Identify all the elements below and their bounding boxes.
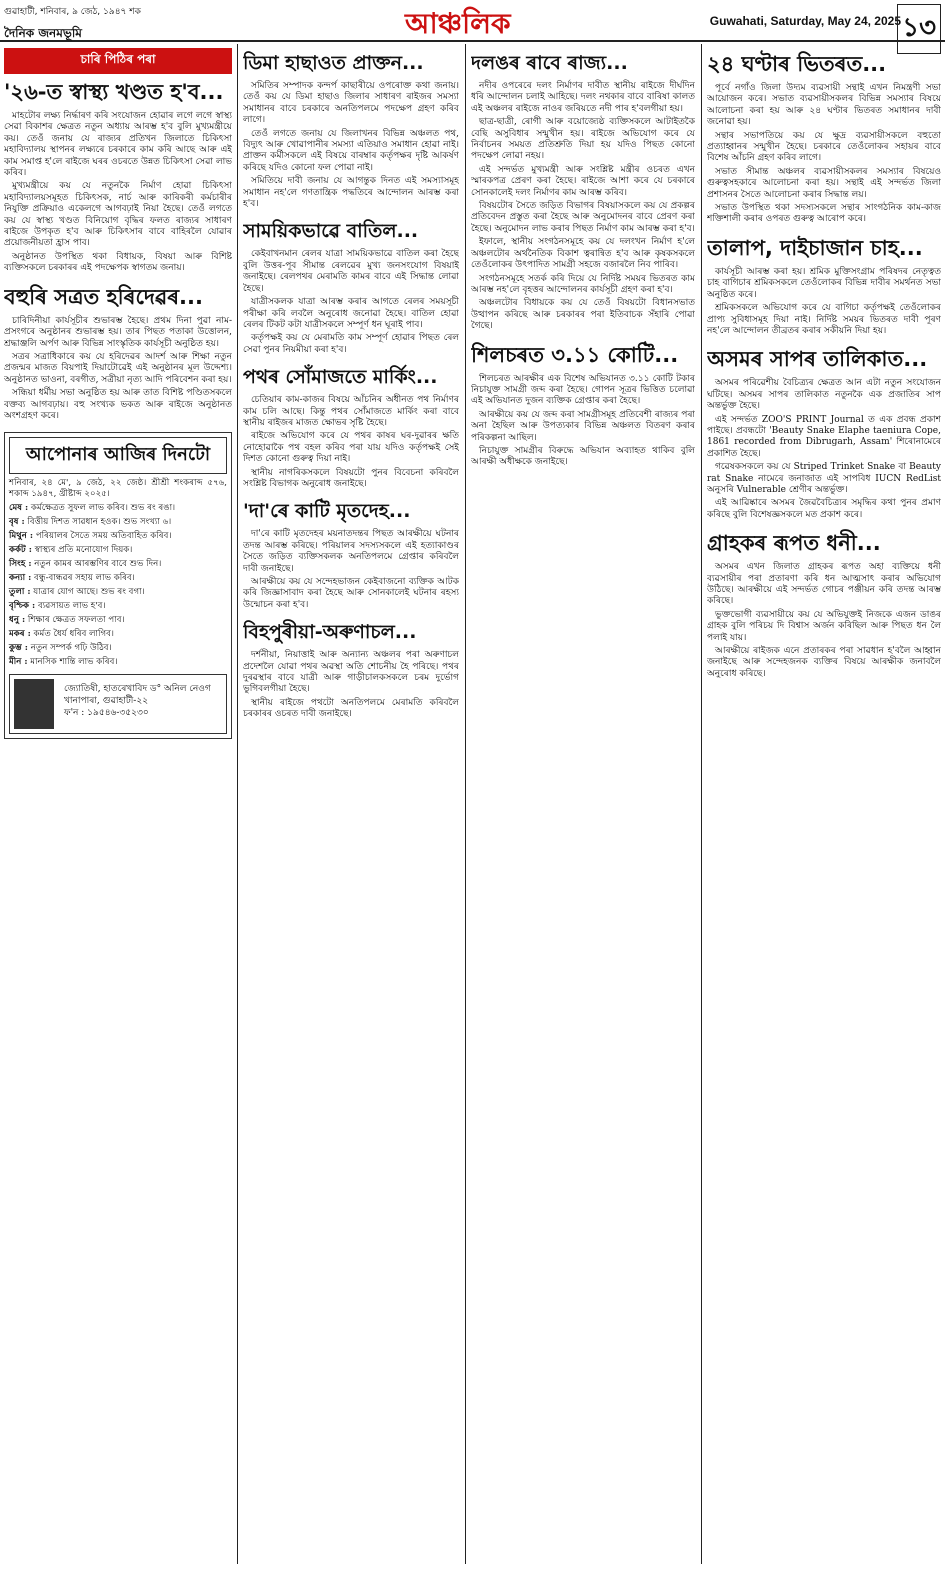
article-satra [4,285,232,423]
local-date: গুৱাহাটী, শনিবাৰ, ৯ জেঠ, ১৯৪৭ শক [4,7,141,17]
horoscope-sign [9,545,227,556]
paragraph: আৰক্ষীয়ে কয় যে সন্দেহভাজন কেইবাজনো ব্যক্তিক আটক কৰি জিজ্ঞাসাবাদ কৰা হৈছে আৰু সোনকালেই ঘটনাৰ ৰহস্য উন্মোচন কৰা হ'ব। [243,577,459,610]
article-snake-list [707,347,941,521]
sign-text: কৰ্মত ধৈৰ্য ধৰিব লাগিব। [33,629,114,640]
horoscope-sign [9,531,227,542]
sign-name: ধনু : [9,615,26,626]
paragraph: এই সন্দৰ্ভত মুখ্যমন্ত্ৰী আৰু সংশ্লিষ্ট মন্ত্ৰীৰ ওচৰত এখন স্মাৰকপত্ৰ প্ৰেৰণ কৰা হৈছে। ৰাইজে আশা কৰে যে চৰকাৰে সোনকালেই দলং নিৰ্মাণৰ কাম আৰম্ভ কৰিব। [471,164,695,198]
sign-text: নতুন কামৰ আৰম্ভণিৰ বাবে শুভ দিন। [34,559,162,570]
sign-text: ব্যৱসায়ত লাভ হ'ব। [37,601,106,612]
paragraph: নিচাযুক্ত সামগ্ৰীৰ বিৰুদ্ধে অভিযান অব্যাহত থাকিব বুলি আৰক্ষী অধীক্ষকে জনাইছে। [471,445,695,468]
horoscope-title: আপোনাৰ আজিৰ দিনটো [9,437,227,474]
article-headline: দলঙৰ ৰাবে ৰাজ্য... [471,52,628,74]
article-headline: শিলচৰত ৩.১১ কোটি... [471,342,679,367]
paragraph: সভাত সীমান্ত অঞ্চলৰ ব্যৱসায়ীসকলৰ সমস্যাৰ বিষয়েও গুৰুত্বসহকাৰে আলোচনা কৰা হয়। সন্থাই এই সন্দৰ্ভত জিলা প্ৰশাসনৰ সৈতে আলোচনা কৰাৰ সিদ্ধান্ত লয়। [707,166,941,200]
article-headline: তালাপ, দাইচাজান চাহ... [707,235,923,260]
english-date: Guwahati, Saturday, May 24, 2025 [709,14,901,28]
article-headline: পথৰ সোঁমাজতে মাৰ্কিং... [243,366,438,389]
article-headline: বহুৰি সত্ৰত হৰিদেৱৰ... [4,284,203,309]
article-body [707,83,941,226]
article-headline: অসমৰ সাপৰ তালিকাত... [707,347,928,372]
paper-name: দৈনিক জনমভূমি [4,26,82,40]
article-customer-fraud [707,531,941,680]
paragraph: নদীৰ ওপৰেৰে দলং নিৰ্মাণৰ দাবীত স্থানীয় ৰাইজে দীৰ্ঘদিন ধৰি আন্দোলন চলাই আহিছে। দলং নথকাৰ বাবে বাৰিষা কালত এই অঞ্চলৰ ৰাইজে নাওৰ জৰিয়তে নদী পাৰ হ'বলগীয়া হয়। [471,81,695,114]
paragraph: স্থানীয় ৰাইজে পথটো অনতিপলমে মেৰামতি কৰিবলৈ চৰকাৰৰ ওচৰত দাবী জনাইছে। [243,697,459,720]
sign-name: কৰ্কট : [9,545,32,556]
horoscope-intro: শনিবাৰ, ২৪ মে', ৯ জেঠ, ২২ জেষ্ঠ। শ্ৰীশ্ৰী শংকৰাব্দ ৫৭৬, শকাব্দ ১৯৪৭, খ্ৰীষ্টাব্দ ২০২৫। [9,478,227,500]
sign-text: কৰ্মক্ষেত্ৰত সুফল লাভ কৰিব। শুভ ৰং ৰঙা। [30,503,176,514]
paragraph: দা'ৰে কাটি মৃতদেহৰ ময়নাতদন্তৰ পিছত আৰক্ষীয়ে ঘটনাৰ তদন্ত আৰম্ভ কৰিছে। পৰিয়ালৰ সদস্যসকলে এই হত্যাকাণ্ডৰ সৈতে জড়িত ব্যক্তিসকলক অনতিপলমে গ্ৰেপ্তাৰ কৰিবলৈ দাবী জনাইছে। [243,529,459,574]
page-brand: আঞ্চলিক [405,7,511,40]
masthead-left [4,4,141,45]
paragraph: অঞ্চলটোৰ বিধায়কে কয় যে তেওঁ বিষয়টো বিধানসভাত উত্থাপন কৰিছে আৰু চৰকাৰৰ পৰা ইতিবাচক সঁহাৰি পোৱা গৈছে। [471,298,695,332]
page-number: ১৩ [897,4,941,54]
horoscope-box [4,432,232,739]
horoscope-sign [9,601,227,612]
horoscope-sign [9,587,227,598]
horoscope-sign [9,657,227,668]
column-rule [237,44,238,1564]
article-headline: বিহপুৰীয়া-অৰুণাচল... [243,621,417,644]
paragraph: যাত্ৰীসকলক যাত্ৰা আৰম্ভ কৰাৰ আগতে ৰেলৰ সময়সূচী পৰীক্ষা কৰি লবলৈ অনুৰোধ জনোৱা হৈছে। বাতিল হোৱা ৰেলৰ টিকট কটা যাত্ৰীসকলে সম্পূৰ্ণ ধন ঘূৰাই পাব। [243,297,459,330]
horoscope-sign [9,559,227,570]
paragraph: শিলচৰত আৰক্ষীৰ এক বিশেষ অভিযানত ৩.১১ কোটি টকাৰ নিচাযুক্ত সামগ্ৰী জব্দ কৰা হৈছে। গোপন সূত্ৰৰ ভিত্তিত চলোৱা এই অভিযানত দুজন ব্যক্তিক গ্ৰেপ্তাৰ কৰা হৈছে। [471,373,695,407]
paragraph: সভাত উপস্থিত থকা সদস্যসকলে সন্থাৰ সাংগঠনিক কাম-কাজ শক্তিশালী কৰাৰ ওপৰত গুৰুত্ব আৰোপ কৰে। [707,203,941,225]
sign-name: কুম্ভ : [9,643,28,654]
sign-name: মীন : [9,657,28,668]
sign-text: শিক্ষাৰ ক্ষেত্ৰত সফলতা পাব। [27,615,125,626]
article-cancelled [243,220,459,356]
article-body [4,316,232,423]
article-body [707,378,941,521]
paragraph: চেতিয়াৰ কাম-কাজৰ বিষয়ে আঁচনিৰ অধীনত পথ নিৰ্মাণৰ কাম চলি আছে। কিন্তু পথৰ সোঁমাজতে মাৰ্কিং কৰা বাবে স্থানীয় ৰাইজৰ মাজত ক্ষোভৰ সৃষ্টি হৈছে। [243,395,459,428]
sign-text: স্বাস্থ্যৰ প্ৰতি মনোযোগ দিয়ক। [34,545,133,556]
astrologer-place: খানাপাৰা, গুৱাহাটী-২২ [64,696,149,707]
article-body [243,81,459,210]
paragraph: ছাত্ৰ-ছাত্ৰী, ৰোগী আৰু বয়োজ্যেষ্ঠ ব্যক্তিসকলে আটাইতকৈ বেছি অসুবিধাৰ সন্মুখীন হয়। ৰাইজে অভিযোগ কৰে যে নিৰ্বাচনৰ সময়ত প্ৰতিশ্ৰুতি দিয়া হয় যদিও পিছত কোনো পদক্ষেপ লোৱা নহয়। [471,117,695,162]
sign-name: মেষ : [9,503,29,514]
article-body [707,267,941,337]
column-rule [701,44,702,1564]
article-tea-garden [707,236,941,337]
column-rule [465,44,466,1564]
article-body [471,81,695,333]
paragraph: সন্ধিয়া ধৰ্মীয় সভা অনুষ্ঠিত হয় আৰু তাত বিশিষ্ট পণ্ডিতসকলে বক্তব্য আগবঢ়ায়। বহু সংখ্যক ভকত আৰু ৰাইজে অনুষ্ঠানত অংশগ্ৰহণ কৰে। [4,388,232,421]
paragraph: দৰ্শনীয়া, নিয়াত্তাই আৰু অন্যান্য অঞ্চলৰ পৰা অৰুণাচল প্ৰদেশলৈ যোৱা পথৰ অৱস্থা অতি শোচনীয় হৈ পৰিছে। পথৰ দুৰৱস্থাৰ বাবে যাত্ৰী আৰু গাড়ীচালকসকলে চৰম দুৰ্ভোগ ভুগিবলগীয়া হৈছে। [243,650,459,695]
paragraph: অসমৰ পৰিৱেশীয় বৈচিত্ৰ্যৰ ক্ষেত্ৰত আন এটা নতুন সংযোজন ঘটিছে। অসমৰ সাপৰ তালিকাত নতুনকৈ এক প্ৰজাতিৰ সাপ অন্তৰ্ভুক্ত হৈছে। [707,378,941,412]
sign-text: যাত্ৰাৰ যোগ আছে। শুভ ৰং বগা। [33,587,145,598]
sign-text: বন্ধু-বান্ধৱৰ সহায় লাভ কৰিব। [34,573,135,584]
horoscope-sign [9,629,227,640]
article-body [243,529,459,611]
horoscope-sign [9,643,227,654]
horoscope-sign [9,573,227,584]
article-dao-murder [243,500,459,611]
horoscope-sign [9,615,227,626]
paragraph: বিষয়টোৰ সৈতে জড়িত বিভাগৰ বিষয়াসকলে কয় যে প্ৰকল্পৰ প্ৰতিবেদন প্ৰস্তুত কৰা হৈছে আৰু অনুমোদনৰ বাবে প্ৰেৰণ কৰা হৈছে। অনুমোদন লাভ কৰাৰ পিছত নিৰ্মাণ কাম আৰম্ভ কৰা হ'ব। [471,201,695,234]
paragraph: অসমৰ এখন জিলাত গ্ৰাহকৰ ৰূপত অহা ব্যক্তিয়ে ধনী ব্যৱসায়ীৰ পৰা প্ৰতাৰণা কৰি ধন আত্মসাৎ কৰাৰ অভিযোগ উঠিছে। আৰক্ষীয়ে এই সন্দৰ্ভত গোচৰ পঞ্জীয়ন কৰি তদন্ত আৰম্ভ কৰিছে। [707,562,941,607]
paragraph: তেওঁ লগতে জনায় যে জিলাখনৰ বিভিন্ন অঞ্চলত পথ, বিদ্যুৎ আৰু খোৱাপানীৰ সমস্যা এতিয়াও সমাধান হোৱা নাই। প্ৰাক্তন কৰ্মীসকলে এই বিষয়ে বাৰম্বাৰ কৰ্তৃপক্ষৰ দৃষ্টি আকৰ্ষণ কৰিছে যদিও কোনো ফল পোৱা নাই। [243,128,459,173]
article-body [243,650,459,720]
horoscope-sign [9,517,227,528]
article-bihpuria [243,621,459,720]
article-headline: '২৬-ত স্বাস্থ্য খণ্ডত হ'ব... [4,80,224,104]
sign-text: পৰিয়ালৰ সৈতে সময় অতিবাহিত কৰিব। [35,531,172,542]
paragraph: এই আৱিষ্কাৰে অসমৰ জৈৱবৈচিত্ৰ্যৰ সমৃদ্ধিৰ কথা পুনৰ প্ৰমাণ কৰিছে বুলি বিশেষজ্ঞসকলে মত প্ৰকাশ কৰে। [707,498,941,520]
sign-text: নতুন সম্পৰ্ক গঢ়ি উঠিব। [30,643,112,654]
paragraph: গৱেষকসকলে কয় যে Striped Trinket Snake বা Beauty rat Snake নামেৰে জনাজাত এই সাপবিধ IUCN RedList অনুসৰি Vulnerable শ্ৰেণীৰ অন্তৰ্ভুক্ত। [707,462,941,495]
astrologer-box [9,674,227,734]
paragraph: সমিতিয়ে দাবী জনায় যে আগন্তুক দিনত এই সমস্যাসমূহ সমাধান নহ'লে গণতান্ত্ৰিক পদ্ধতিৰে আন্দোলন আৰম্ভ কৰা হ'ব। [243,176,459,210]
paragraph: মুখ্যমন্ত্ৰীয়ে কয় যে নতুনকৈ নিৰ্মাণ হোৱা চিকিৎসা মহাবিদ্যালয়সমূহত চিকিৎসক, নাৰ্চ আৰু কাৰিকৰী কৰ্মচাৰীৰ নিযুক্তি প্ৰক্ৰিয়াও একেলগে আগবঢ়াই নিয়া হৈছে। তেওঁ লগতে কয় যে স্বাস্থ্য খণ্ডত বিনিয়োগ বৃদ্ধিৰ ফলত ৰাজ্যৰ সাধাৰণ ৰাইজে উপকৃত হ'ব আৰু চিকিৎসাৰ বাবে বাহিৰলৈ যোৱাৰ প্ৰয়োজনীয়তা হ্ৰাস পাব। [4,181,232,249]
article-body [707,562,941,680]
column-2 [243,48,459,1566]
article-health [4,80,232,275]
paragraph: সমিতিৰ সম্পাদক কন্দৰ্প কাছাৰীয়ে ওপৰোক্ত কথা জনায়। তেওঁ কয় যে ডিমা হাছাও জিলাৰ সাধাৰণ ৰাইজৰ সমস্যা সমাধানৰ বাবে চৰকাৰে অনতিপলমে পদক্ষেপ গ্ৰহণ কৰিব লাগে। [243,81,459,126]
sign-name: মকৰ : [9,629,31,640]
paragraph: সন্থাৰ সভাপতিয়ে কয় যে ক্ষুদ্ৰ ব্যৱসায়ীসকলে বহুতো প্ৰত্যাহ্বানৰ সন্মুখীন হৈছে। চৰকাৰে তেওঁলোকৰ সহায়ৰ বাবে বিশেষ আঁচনি গ্ৰহণ কৰিব লাগে। [707,130,941,164]
paragraph: কাৰ্যসূচী আৰম্ভ কৰা হয়। শ্ৰমিক মুক্তিসংগ্ৰাম পৰিষদৰ নেতৃত্বত চাহ বাগিচাৰ শ্ৰমিকসকলে তেওঁলোকৰ বিভিন্ন দাবীৰ সমৰ্থনত সভা অনুষ্ঠিত কৰে। [707,266,941,300]
sign-text: বিত্তীয় দিশত সাৱধান হওক। শুভ সংখ্যা ৬। [27,517,172,528]
column-3 [471,48,695,1566]
article-headline: ডিমা হাছাওত প্ৰাক্তন... [243,52,424,74]
article-body [471,374,695,469]
article-24-hours [707,52,941,226]
column-1 [4,48,232,1566]
horoscope-sign [9,503,227,514]
column-4 [707,48,941,1566]
paragraph: শ্ৰমিকসকলে অভিযোগ কৰে যে বাগিচা কৰ্তৃপক্ষই তেওঁলোকৰ প্ৰাপ্য সুবিধাসমূহ দিয়া নাই। নিৰ্দিষ্ট সময়ৰ ভিতৰত দাবী পূৰণ নহ'লে আন্দোলন তীব্ৰতৰ কৰাৰ সকীয়নি দিয়া হয়। [707,303,941,336]
paragraph: এই সন্দৰ্ভত ZOO'S PRINT Journal ত এক প্ৰবন্ধ প্ৰকাশ পাইছে। প্ৰবন্ধটো 'Beauty Snake Elaphe taeniura Cope, 1861 recorded from Dibrugarh, Assam' শিৰোনামেৰে প্ৰকাশিত হৈছে। [707,414,941,459]
sign-name: সিংহ : [9,559,32,570]
astrologer-details [64,683,211,719]
paragraph: আৰক্ষীয়ে কয় যে জব্দ কৰা সামগ্ৰীসমূহ প্ৰতিবেশী ৰাজ্যৰ পৰা অনা হৈছিল আৰু উপত্যকাৰ বিভিন্ন অঞ্চলত বিতৰণ কৰাৰ পৰিকল্পনা আছিল। [471,409,695,443]
paragraph: সংগঠনসমূহে সতৰ্ক কৰি দিয়ে যে নিৰ্দিষ্ট সময়ৰ ভিতৰত কাম আৰম্ভ নহ'লে বৃহত্তৰ আন্দোলনৰ কাৰ্যসূচী গ্ৰহণ কৰা হ'ব। [471,273,695,295]
paragraph: পূৰ্বে নগাঁও জিলা উদ্যম ব্যৱসায়ী সন্থাই এখন নিমন্ত্ৰণী সভা আয়োজন কৰে। সভাত ব্যৱসায়ীসকলৰ বিভিন্ন সমস্যাৰ বিষয়ে আলোচনা কৰা হয় আৰু ২৪ ঘণ্টাৰ ভিতৰত সমাধানৰ দাবী জনোৱা হয়। [707,83,941,128]
paragraph: স্থানীয় নাগৰিকসকলে বিষয়টো পুনৰ বিবেচনা কৰিবলৈ সংশ্লিষ্ট বিভাগক অনুৰোধ জনাইছে। [243,467,459,489]
paragraph: সত্ৰৰ সত্ৰাধিকাৰে কয় যে হৰিদেৱৰ আদৰ্শ আৰু শিক্ষা নতুন প্ৰজন্মৰ মাজত বিয়পাই দিয়াটোৱেই এই অনুষ্ঠানৰ মূল উদ্দেশ্য। অনুষ্ঠানত ভাওনা, বৰগীত, সত্ৰীয়া নৃত্য আদি পৰিবেশন কৰা হয়। [4,351,232,385]
masthead [0,0,945,42]
article-headline: ২৪ ঘণ্টাৰ ভিতৰত... [707,52,887,76]
astrologer-phone: ফ'ন : ১৯৫৪৬-৩৫২৩০ [64,708,149,719]
article-road-marking [243,366,459,490]
paragraph: মাহটোৰ লক্ষ্য নিৰ্দ্ধাৰণ কৰি সংযোজন হোৱাৰ লগে লগে স্বাস্থ্য সেৱা বিকাশৰ ক্ষেত্ৰত নতুন অধ্যায় আৰম্ভ হ'ব বুলি মুখ্যমন্ত্ৰীয়ে কয়। তেওঁ জনায় যে ৰাজ্যৰ প্ৰতিখন জিলাতে চিকিৎসা মহাবিদ্যালয় স্থাপনৰ লক্ষ্যৰে চৰকাৰে কাম কৰি আছে আৰু এই কাম সমাপ্ত হ'লে ৰাইজে ঘৰৰ ওচৰতে উন্নত চিকিৎসা সেৱা লাভ কৰিব। [4,111,232,179]
article-headline: 'দা'ৰে কাটি মৃতদেহ... [243,500,411,523]
sign-text: মানসিক শান্তি লাভ কৰিব। [30,657,118,668]
section-kicker: চাৰি পিঠিৰ পৰা [4,48,232,74]
sign-name: তুলা : [9,587,31,598]
sign-name: বৃশ্চিক : [9,601,36,612]
article-bridge [471,52,695,333]
paragraph: কৰ্তৃপক্ষই কয় যে মেৰামতি কাম সম্পূৰ্ণ হোৱাৰ পিছত ৰেল সেৱা পুনৰ নিয়মীয়া কৰা হ'ব। [243,333,459,355]
article-headline: সাময়িকভাৱে বাতিল... [243,220,419,243]
paragraph: আৰক্ষীয়ে ৰাইজক এনে প্ৰতাৰকৰ পৰা সাৱধান হ'বলৈ আহ্বান জনাইছে আৰু সন্দেহজনক ব্যক্তিৰ বিষয়ে আৰক্ষীক জনাবলৈ অনুৰোধ কৰিছে। [707,646,941,679]
article-silchar [471,343,695,469]
paragraph: ৰাইজে অভিযোগ কৰে যে পথৰ কাষৰ ঘৰ-দুৱাৰৰ ক্ষতি নোহোৱাকৈ পথ বহল কৰিব পৰা যায় যদিও কৰ্তৃপক্ষই সেই দিশত কোনো গুৰুত্ব দিয়া নাই। [243,431,459,465]
sign-name: বৃষ : [9,517,25,528]
article-body [243,249,459,356]
paragraph: ইফালে, স্থানীয় সংগঠনসমূহে কয় যে দলংখন নিৰ্মাণ হ'লে অঞ্চলটোৰ অৰ্থনৈতিক বিকাশ ত্বৰান্বিত হ'ব আৰু কৃষকসকলে তেওঁলোকৰ উৎপাদিত সামগ্ৰী সহজে বজাৰলৈ নিব পাৰিব। [471,237,695,271]
paragraph: ভুক্তভোগী ব্যৱসায়ীয়ে কয় যে অভিযুক্তই নিজকে এজন ডাঙৰ গ্ৰাহক বুলি পৰিচয় দি বিশ্বাস অৰ্জন কৰিছিল আৰু পিছত ধন লৈ পলাই যায়। [707,609,941,643]
sign-name: মিথুন : [9,531,34,542]
paragraph: কেইবাখনমান ৰেলৰ যাত্ৰা সাময়িকভাৱে বাতিল কৰা হৈছে বুলি উত্তৰ-পূব সীমান্ত ৰেলৱেৰ মুখ্য জনসংযোগ বিষয়াই জনাইছে। ৰেলপথৰ মেৰামতি কামৰ বাবে এই সিদ্ধান্ত লোৱা হৈছে। [243,249,459,294]
paragraph: অনুষ্ঠানত উপস্থিত থকা বিধায়ক, বিষয়া আৰু বিশিষ্ট ব্যক্তিসকলে চৰকাৰৰ এই পদক্ষেপক স্বাগতম জনায়। [4,251,232,274]
article-dima-hasao [243,52,459,210]
paragraph: চাৰিদিনীয়া কাৰ্যসূচীৰ শুভাৰম্ভ হৈছে। প্ৰথম দিনা পুৱা নাম-প্ৰসংগৰে অনুষ্ঠানৰ শুভাৰম্ভ হয়। তাৰ পিছত পতাকা উত্তোলন, শ্ৰদ্ধাঞ্জলি অৰ্পণ আৰু বিভিন্ন সাংস্কৃতিক কাৰ্যসূচী অনুষ্ঠিত হয়। [4,315,232,349]
astrologer-photo [14,679,54,729]
article-body [4,111,232,275]
sign-name: কন্যা : [9,573,32,584]
article-body [243,395,459,490]
article-headline: গ্ৰাহকৰ ৰূপত ধনী... [707,531,881,556]
astrologer-name: জ্যোতিষী, হাতৰেখাবিদ ড° অনিল নেওগ [64,684,211,695]
